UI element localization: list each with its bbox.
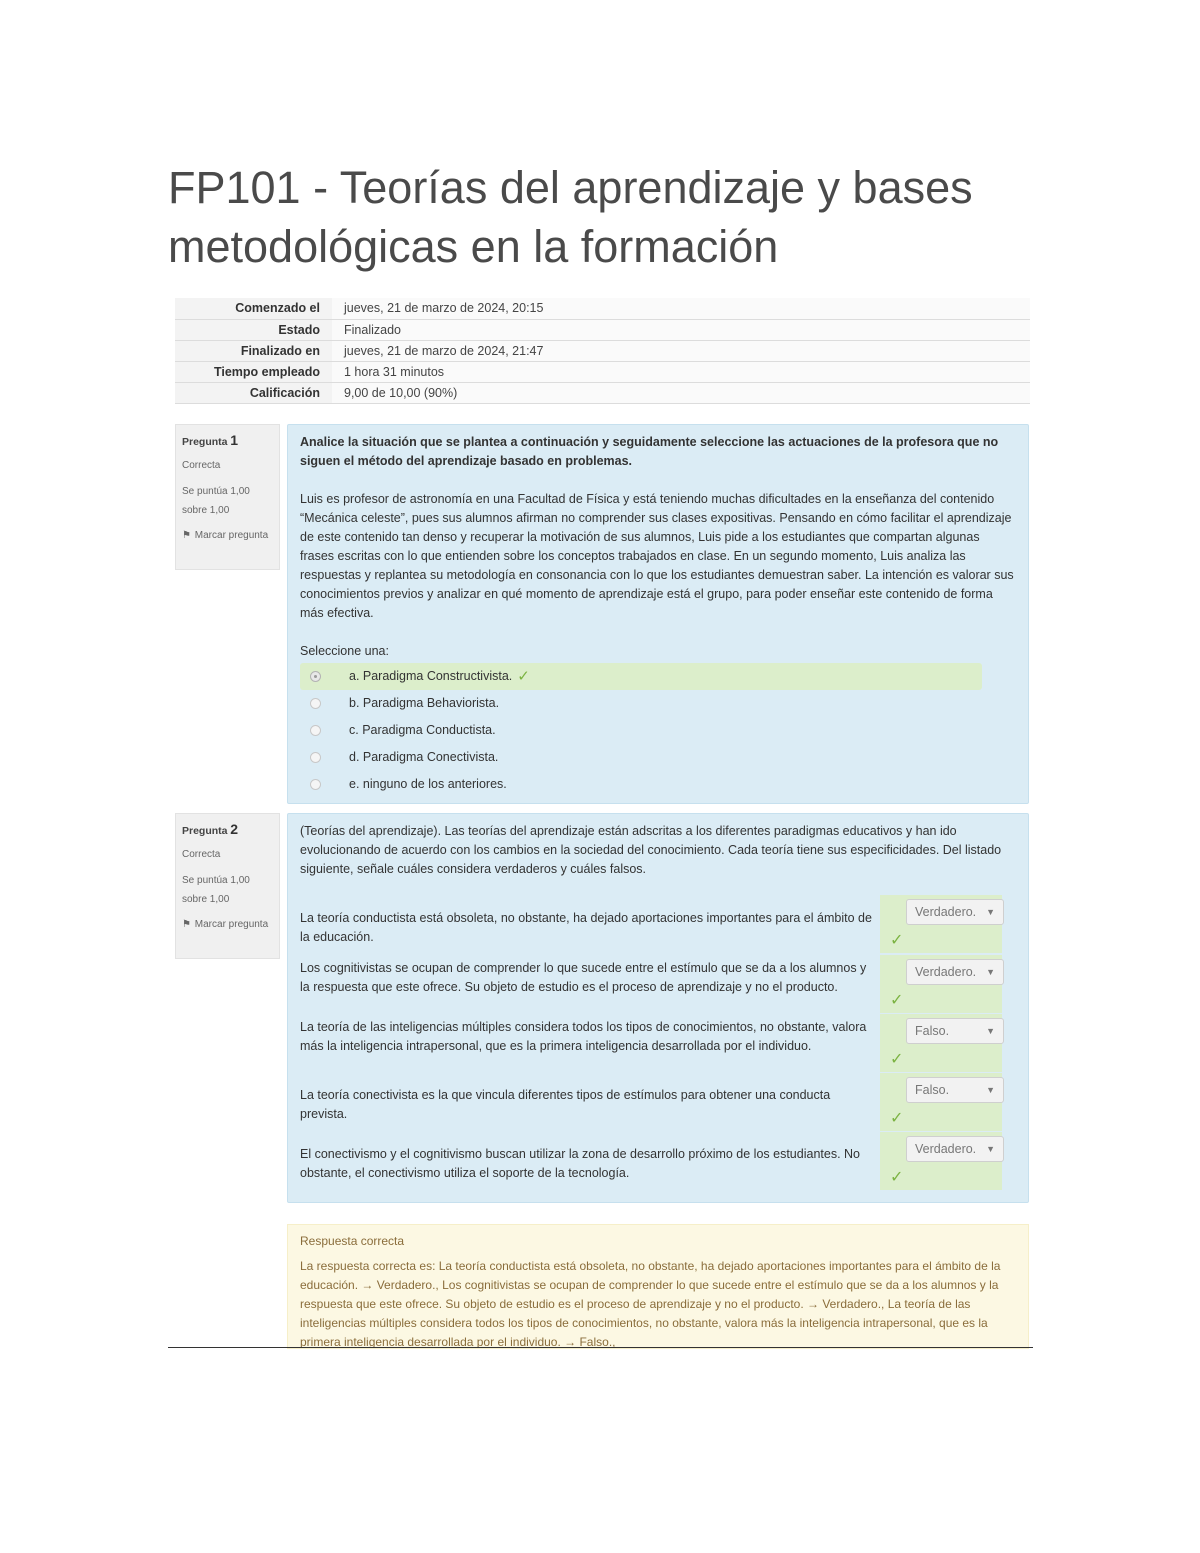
answer-option-c[interactable] — [300, 717, 982, 744]
question-number: 2 — [230, 821, 239, 837]
answer-select[interactable] — [906, 1136, 1004, 1162]
answer-select[interactable] — [906, 899, 1004, 925]
summary-value: 1 hora 31 minutos — [332, 361, 1030, 382]
chevron-down-icon: ▼ — [986, 907, 995, 917]
statement-text: La teoría conductista está obsoleta, no obstante, ha dejado aportaciones importantes para el ámbito de la educación. — [300, 911, 872, 944]
page-divider — [168, 1347, 1033, 1348]
answer-cell — [880, 895, 1002, 953]
summary-label: Calificación — [175, 382, 332, 403]
statement-text: Los cognitivistas se ocupan de comprender lo que sucede entre el estímulo que se da a los alumnos y la respuesta que este ofrece. Su objeto de estudio es el proceso de aprendizaje y no el producto. — [300, 961, 867, 994]
matching-row — [300, 1142, 995, 1186]
answer-select[interactable] — [906, 1018, 1004, 1044]
summary-row — [175, 361, 1030, 382]
check-icon: ✓ — [890, 1169, 904, 1186]
radio-button[interactable] — [310, 698, 321, 709]
summary-row — [175, 298, 1030, 319]
check-icon: ✓ — [890, 1110, 904, 1127]
select-value: Verdadero. — [915, 905, 977, 919]
summary-value: Finalizado — [332, 319, 1030, 340]
answer-select[interactable] — [906, 959, 1004, 985]
question-number: 1 — [230, 432, 239, 448]
select-value: Falso. — [915, 1083, 950, 1097]
summary-label: Comenzado el — [175, 298, 332, 319]
select-one-label: Seleccione una: — [300, 644, 389, 658]
question-score: Se puntúa 1,00 sobre 1,00 — [182, 486, 250, 516]
answer-cell — [880, 1073, 1002, 1131]
summary-value: 9,00 de 10,00 (90%) — [332, 382, 1030, 403]
option-label: b. Paradigma Behaviorista. — [349, 696, 500, 710]
summary-label: Estado — [175, 319, 332, 340]
statement-text: La teoría conectivista es la que vincula diferentes tipos de estímulos para obtener una conducta prevista. — [300, 1088, 831, 1121]
question-2-content — [287, 813, 1029, 1203]
answer-cell — [880, 1014, 1002, 1072]
option-label: a. Paradigma Constructivista. — [349, 669, 513, 683]
radio-button[interactable] — [310, 725, 321, 736]
chevron-down-icon: ▼ — [986, 1085, 995, 1095]
summary-value: jueves, 21 de marzo de 2024, 21:47 — [332, 340, 1030, 361]
flag-icon: ⚑ — [182, 919, 191, 930]
question-score: Se puntúa 1,00 sobre 1,00 — [182, 875, 250, 905]
summary-row — [175, 319, 1030, 340]
statement-text: El conectivismo y el cognitivismo buscan utilizar la zona de desarrollo próximo de los estudiantes. No obstante, el conectivismo utiliza el soporte de la tecnología. — [300, 1147, 860, 1180]
answer-select[interactable] — [906, 1077, 1004, 1103]
option-label: e. ninguno de los anteriores. — [349, 777, 507, 791]
radio-button[interactable] — [310, 779, 321, 790]
question-prompt: Analice la situación que se plantea a continuación y seguidamente seleccione las actuaciones de la profesora que no siguen el método del aprendizaje basado en problemas. — [300, 435, 999, 468]
flag-question-label: Marcar pregunta — [194, 919, 269, 930]
page-title: FP101 - Teorías del aprendizaje y bases metodológicas en la formación — [168, 162, 973, 272]
question-label: Pregunta — [182, 825, 228, 837]
answer-option-e[interactable] — [300, 771, 982, 798]
answer-cell — [880, 1132, 1002, 1190]
check-icon: ✓ — [517, 668, 530, 685]
option-label: c. Paradigma Conductista. — [349, 723, 496, 737]
check-icon: ✓ — [890, 1051, 904, 1068]
question-prompt: (Teorías del aprendizaje). Las teorías del aprendizaje están adscritas a los diferentes paradigmas educativos y han ido evolucionando de acuerdo con los cambios en la sociedad del conocimiento. Cada teoría tiene sus especificidades. Del listado siguiente, señale cuáles considera verdaderos y cuáles falsos. — [300, 824, 1002, 876]
question-body: Luis es profesor de astronomía en una Facultad de Física y está teniendo muchas dificultades en la enseñanza del contenido “Mecánica celeste”, pues sus alumnos afirman no comprender sus clases expositivas. Pensando en cómo facilitar el aprendizaje de este contenido tan denso y recuperar la motivación de sus alumnos, Luis pide a los estudiantes que compartan algunas frases escritas con lo que entienden sobre los conceptos trabajados en clase. En un segundo momento, Luis analiza las respuestas y replantea su metodología en consonancia con lo que los estudiantes demuestran saber. La intención es valorar sus conocimientos previos y analizar en qué momento de aprendizaje está el grupo, para poder enseñar este contenido de forma más efectiva. — [300, 492, 1014, 620]
attempt-summary-table — [175, 298, 1030, 404]
select-value: Verdadero. — [915, 965, 977, 979]
question-state: Correcta — [182, 460, 221, 471]
chevron-down-icon: ▼ — [986, 1026, 995, 1036]
matching-row — [300, 1018, 995, 1068]
answer-cell — [880, 955, 1002, 1013]
summary-value: jueves, 21 de marzo de 2024, 20:15 — [332, 298, 1030, 319]
check-icon: ✓ — [890, 932, 904, 949]
feedback-box — [287, 1224, 1029, 1349]
question-1-info — [175, 424, 280, 570]
statement-text: La teoría de las inteligencias múltiples considera todos los tipos de conocimientos, no obstante, valora más la inteligencia intrapersonal, que es la primera inteligencia desarrollada por el individuo. — [300, 1020, 867, 1053]
matching-row — [300, 959, 995, 1009]
matching-row — [300, 905, 995, 949]
matching-row — [300, 1083, 995, 1127]
flag-question-link[interactable] — [182, 915, 273, 934]
flag-question-link[interactable] — [182, 526, 273, 545]
radio-button[interactable] — [310, 671, 321, 682]
question-2-info — [175, 813, 280, 959]
answer-options — [300, 663, 1016, 798]
check-icon: ✓ — [890, 992, 904, 1009]
answer-option-d[interactable] — [300, 744, 982, 771]
answer-option-a[interactable] — [300, 663, 982, 690]
summary-label: Tiempo empleado — [175, 361, 332, 382]
chevron-down-icon: ▼ — [986, 1144, 995, 1154]
question-state: Correcta — [182, 849, 221, 860]
chevron-down-icon: ▼ — [986, 967, 995, 977]
summary-row — [175, 340, 1030, 361]
radio-button[interactable] — [310, 752, 321, 763]
flag-icon: ⚑ — [182, 530, 191, 541]
select-value: Falso. — [915, 1024, 950, 1038]
option-label: d. Paradigma Conectivista. — [349, 750, 499, 764]
summary-row — [175, 382, 1030, 403]
question-label: Pregunta — [182, 436, 228, 448]
answer-option-b[interactable] — [300, 690, 982, 717]
feedback-title: Respuesta correcta — [300, 1234, 405, 1248]
summary-label: Finalizado en — [175, 340, 332, 361]
question-1-content — [287, 424, 1029, 804]
flag-question-label: Marcar pregunta — [194, 530, 269, 541]
select-value: Verdadero. — [915, 1142, 977, 1156]
feedback-text: La respuesta correcta es: La teoría conductista está obsoleta, no obstante, ha dejado aportaciones importantes para el ámbito de la educación. → Verdadero., Los cognitivistas se ocupan de comprender lo que sucede entre el estímulo que se da a los alumnos y la respuesta que este ofrece. Su objeto de estudio es el proceso de aprendizaje y no el producto. → Verdadero., La teoría de las inteligencias múltiples considera todos los tipos de conocimientos, no obstante, valora más la inteligencia intrapersonal, que es la primera inteligencia desarrollada por el individuo. → Falso., — [300, 1259, 1001, 1349]
